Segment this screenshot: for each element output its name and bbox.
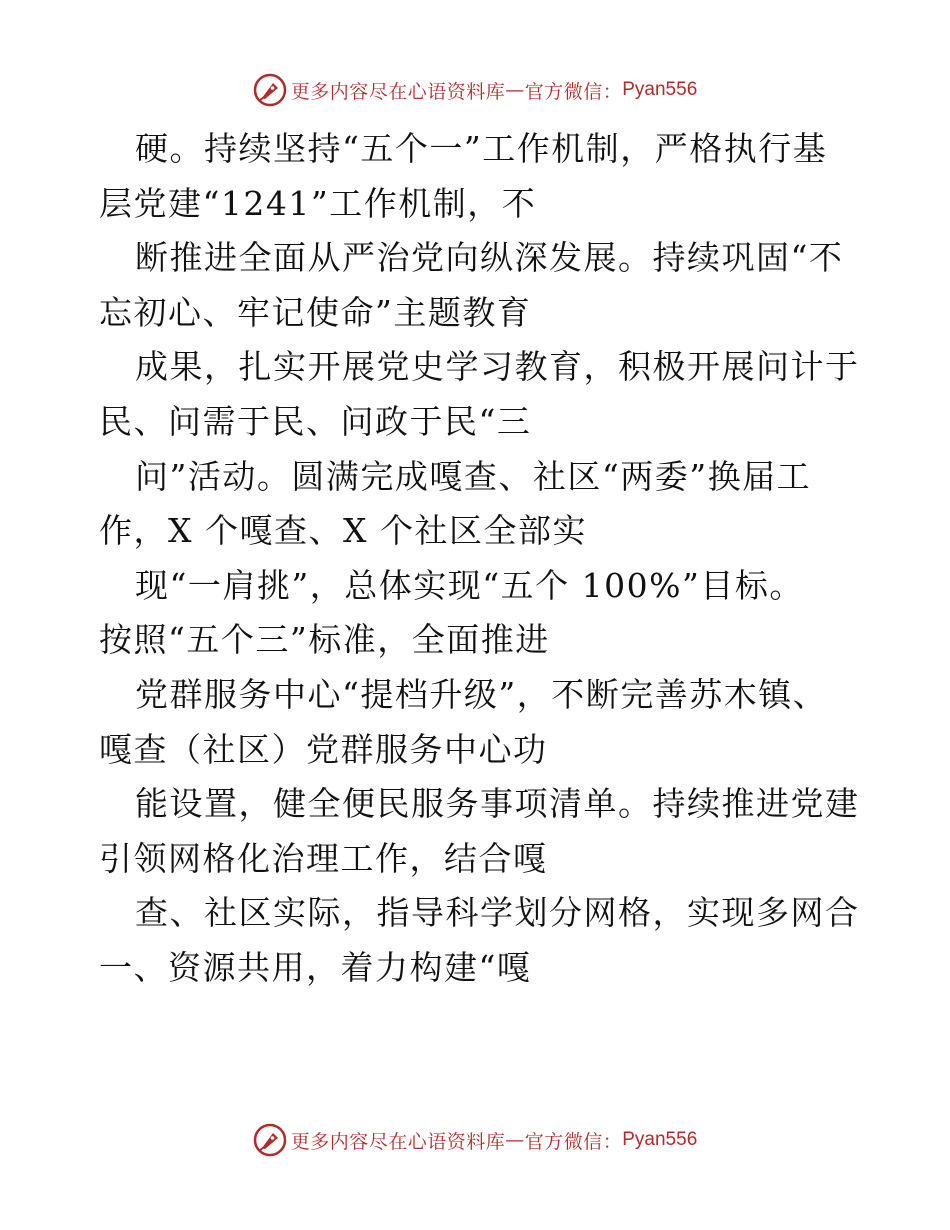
watermark-footer [0,1120,950,1160]
watermark-header [0,70,950,110]
document-body [99,122,859,996]
watermark-id: Pyan556 [622,79,698,100]
text-line: 层党建“1241”工作机制，不 [99,183,537,223]
text-line: 嘎查（社区）党群服务中心功 [99,729,548,769]
text-line: 一、资源共用，着力构建“嘎 [99,947,532,987]
text-line: 引领网格化治理工作，结合嘎 [99,838,548,878]
watermark-brand: 更多内容尽在心语资料库 [290,1130,506,1153]
text-line: 断推进全面从严治党向纵深发展。持续巩固“不 [135,238,844,278]
text-line: 能设置，健全便民服务事项清单。持续推进党建 [135,784,860,824]
watermark-separator: — [505,1129,525,1151]
watermark-contact: 官方微信： [524,80,623,103]
text-line: 问”活动。圆满完成嘎查、社区“两委”换届工 [135,456,812,496]
pen-nib-logo-icon [253,73,287,107]
watermark-header-content [253,73,698,107]
pen-nib-logo-icon [253,1123,287,1157]
text-line: 忘初心、牢记使命”主题教育 [99,292,532,332]
watermark-id: Pyan556 [622,1129,698,1150]
text-line: 作，X 个嘎查、X 个社区全部实 [99,511,587,551]
text-line: 现“一肩挑”，总体实现“五个 100%”目标。 [135,565,804,605]
text-line: 硬。持续坚持“五个一”工作机制，严格执行基 [135,129,828,168]
text-line: 查、社区实际，指导科学划分网格，实现多网合 [135,893,860,933]
watermark-contact: 官方微信： [524,1130,623,1153]
text-line: 成果，扎实开展党史学习教育，积极开展问计于 [135,347,860,387]
text-line: 按照“五个三”标准，全面推进 [99,620,550,660]
text-line: 党群服务中心“提档升级”，不断完善苏木镇、 [135,674,828,714]
watermark-brand: 更多内容尽在心语资料库 [290,80,506,103]
watermark-footer-content [253,1123,698,1157]
text-line: 民、问需于民、问政于民“三 [99,401,532,441]
watermark-separator: — [505,79,525,101]
